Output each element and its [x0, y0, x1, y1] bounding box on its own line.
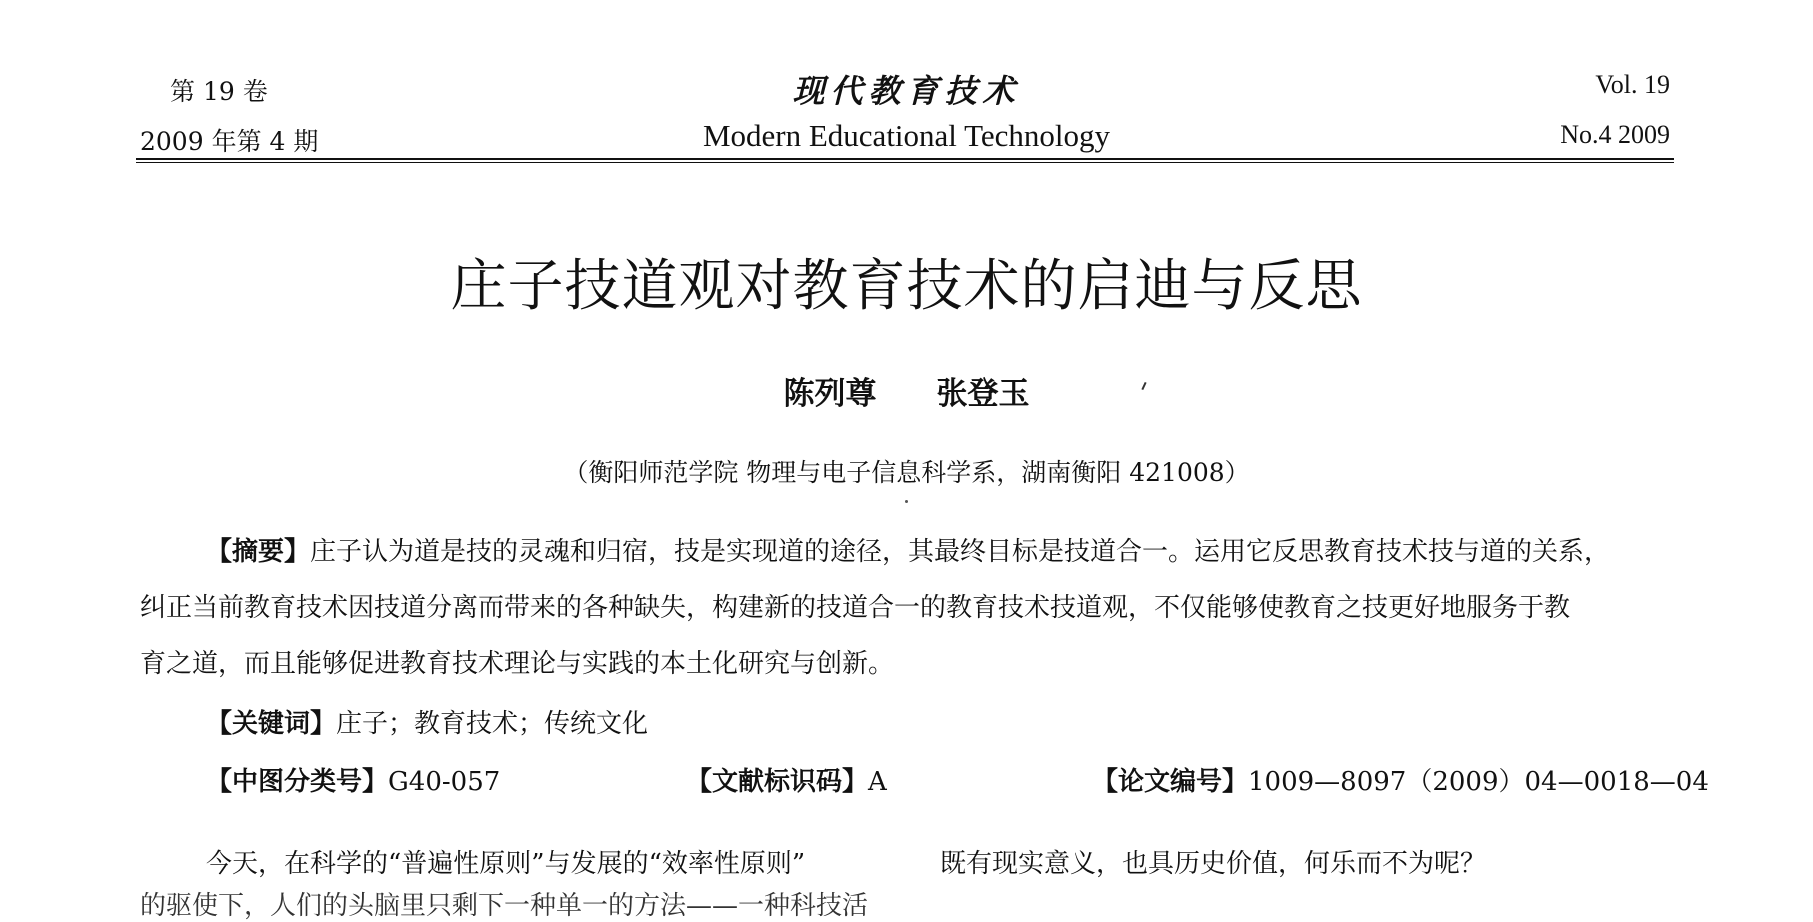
body-text-right: 既有现实意义，也具历史价值，何乐而不为呢？ [940, 849, 1487, 879]
abstract-label: 【摘要】 [206, 537, 311, 567]
issue-en: No.4 2009 [1560, 120, 1670, 149]
article-title: 庄子技道观对教育技术的启迪与反思 [450, 254, 1363, 319]
clc-number [206, 758, 500, 806]
journal-title-cn: 现代教育技术 [792, 72, 1021, 110]
body-text-left: 今天，在科学的“普遍性原则”与发展的“效率性原则” [206, 849, 806, 879]
volume-en: Vol. 19 [1595, 70, 1670, 99]
abstract-text: 庄子认为道是技的灵魂和归宿，技是实现道的途径，其最终目标是技道合一。运用它反思教育技术技与道的关系， [310, 537, 1611, 567]
author-name: 张登玉 [936, 376, 1030, 412]
keywords-line [206, 700, 648, 748]
scan-dot [905, 500, 908, 503]
keywords-value: 庄子；教育技术；传统文化 [336, 709, 649, 739]
issue-cn: 2009 年第 4 期 [140, 127, 319, 156]
header-rule-thick [136, 158, 1674, 160]
keywords-label: 【关键词】 [206, 709, 337, 739]
affiliation: （衡阳师范学院 物理与电子信息科学系，湖南衡阳 421008） [563, 458, 1250, 487]
journal-title-en: Modern Educational Technology [702, 118, 1111, 153]
document-code [686, 758, 887, 806]
abstract-line: 纠正当前教育技术因技道分离而带来的各种缺失，构建新的技道合一的教育技术技道观，不仅能够使教育之技更好地服务于教 [140, 593, 1571, 623]
clc-value: G40-057 [388, 767, 501, 797]
abstract-line: 育之道，而且能够促进教育技术理论与实践的本土化研究与创新。 [140, 649, 895, 679]
doc-label: 【文献标识码】 [686, 767, 869, 797]
clc-label: 【中图分类号】 [206, 767, 389, 797]
doc-value: A [868, 767, 887, 797]
author-list [0, 368, 1813, 413]
article-number [1092, 758, 1709, 806]
body-text-partial: 的驱使下，人们的头脑里只剩下一种单一的方法——一种科技活 [140, 891, 869, 921]
volume-cn: 第 19 卷 [170, 77, 268, 106]
header-rule-thin [136, 162, 1674, 163]
abstract-line [206, 528, 1610, 576]
author-name: 陈列尊 [783, 376, 877, 412]
article-number-label: 【论文编号】 [1092, 767, 1249, 797]
article-number-value: 1009—8097（2009）04—0018—04 [1248, 767, 1709, 797]
